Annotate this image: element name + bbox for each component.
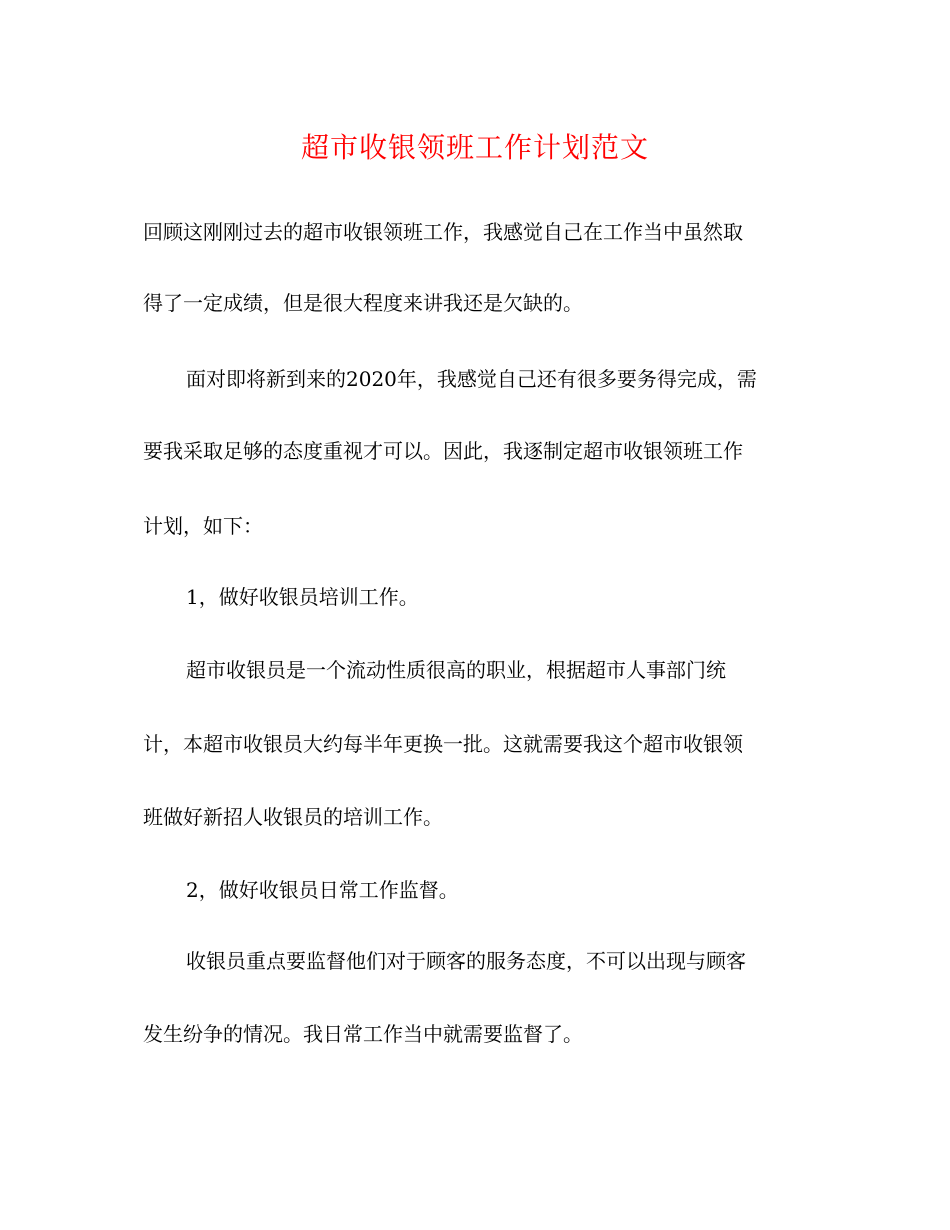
- list-item-heading: 1，做好收银员培训工作。: [186, 585, 419, 609]
- paragraph-line: 计，本超市收银员大约每半年更换一批。这就需要我这个超市收银领: [143, 732, 743, 756]
- paragraph-line: 回顾这刚刚过去的超市收银领班工作，我感觉自己在工作当中虽然取: [143, 220, 743, 244]
- paragraph-line: 发生纷争的情况。我日常工作当中就需要监督了。: [143, 1022, 583, 1046]
- list-item-heading: 2，做好收银员日常工作监督。: [186, 878, 459, 902]
- paragraph-line: 超市收银员是一个流动性质很高的职业，根据超市人事部门统: [186, 658, 726, 682]
- paragraph-line: 要我采取足够的态度重视才可以。因此，我逐制定超市收银领班工作: [143, 439, 743, 463]
- paragraph-line: 班做好新招人收银员的培训工作。: [143, 805, 443, 829]
- paragraph-line: 得了一定成绩，但是很大程度来讲我还是欠缺的。: [143, 291, 583, 315]
- paragraph-line: 面对即将新到来的2020年，我感觉自己还有很多要务得完成，需: [186, 367, 757, 391]
- paragraph-line: 收银员重点要监督他们对于顾客的服务态度，不可以出现与顾客: [186, 949, 746, 973]
- paragraph-line: 计划，如下：: [143, 514, 263, 538]
- document-title: 超市收银领班工作计划范文: [300, 131, 649, 164]
